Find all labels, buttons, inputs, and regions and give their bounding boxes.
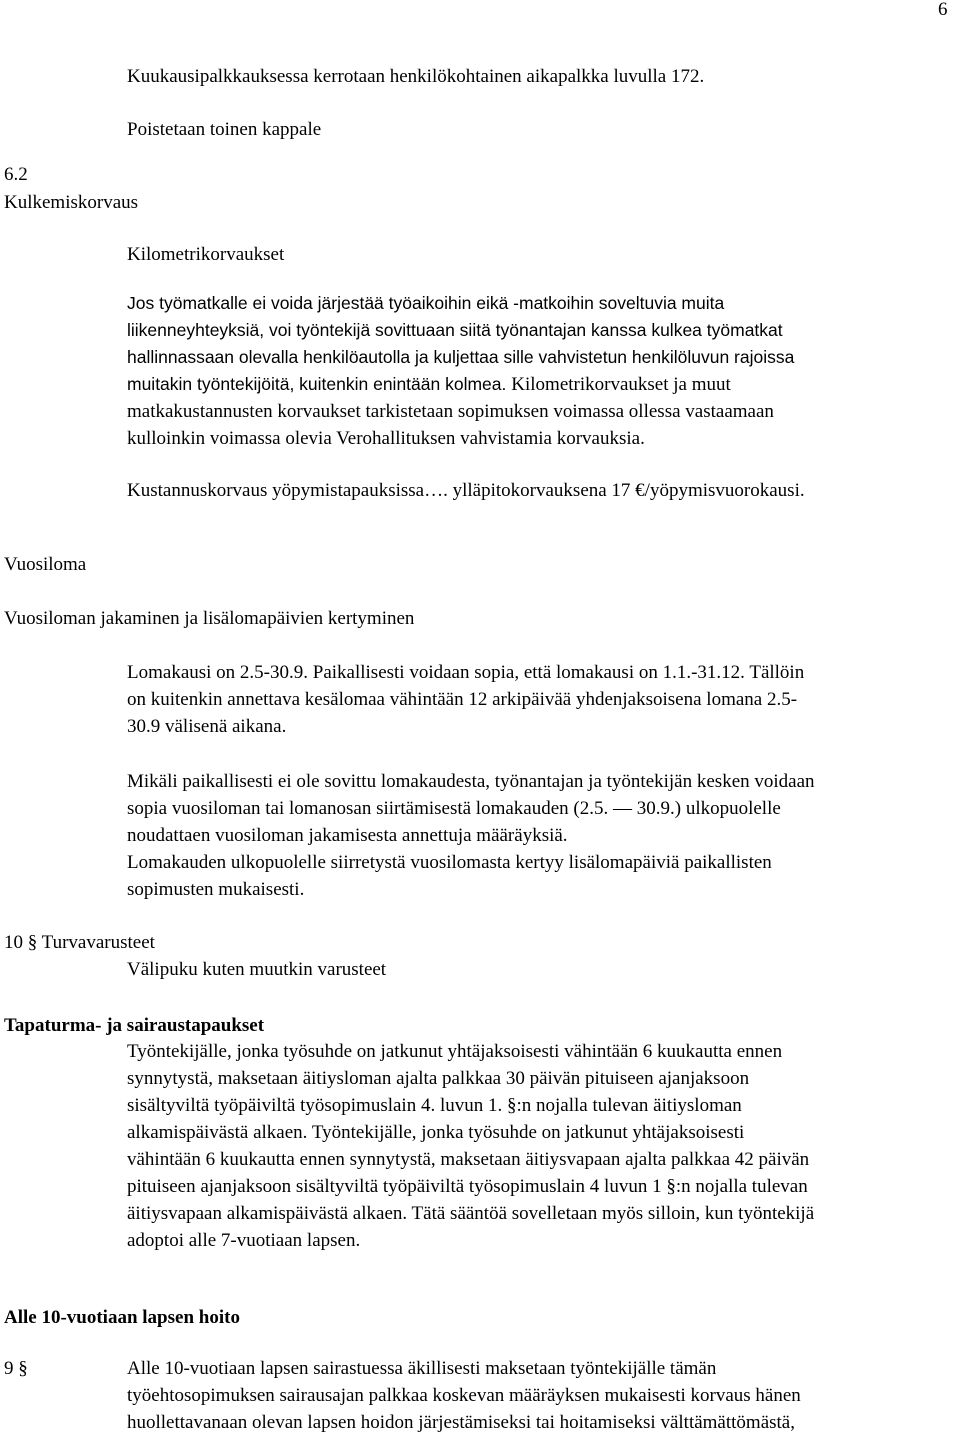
paragraph-line: adoptoi alle 7-vuotiaan lapsen. [127,1230,361,1251]
tapaturma-heading: Tapaturma- ja sairaustapaukset [4,1015,265,1036]
section-number: 6.2 [4,164,28,185]
paragraph-line: sisältyviltä työpäiviltä työsopimuslain 4. luvun 1. §:n nojalla tulevan äitiysloman [127,1095,742,1116]
paragraph-line: huollettavanaan olevan lapsen hoidon järjestämiseksi tai hoitamiseksi välttämättömästä, [127,1412,795,1433]
kilometri-paragraph-rest [127,398,957,452]
paragraph-line: työehtosopimuksen sairausajan palkkaa koskevan määräyksen mukaisesti korvaus hänen [127,1385,801,1406]
cost-line: Kustannuskorvaus yöpymistapauksissa…. ylläpitokorvauksena 17 €/yöpymisvuorokausi. [127,480,805,501]
paragraph-line: pituiseen ajanjaksoon sisältyviltä työpäiviltä työsopimuslain 4 luvun 1 §:n nojalla tulevan [127,1176,808,1197]
paragraph-line: Mikäli paikallisesti ei ole sovittu lomakaudesta, työnantajan ja työntekijän kesken voidaan [127,771,815,792]
paragraph-line: on kuitenkin annettava kesälomaa vähintään 12 arkipäivää yhdenjaksoisena lomana 2.5- [127,689,798,710]
paragraph-line [127,371,957,398]
paragraph-line: Alle 10-vuotiaan lapsen sairastuessa äkillisesti maksetaan työntekijälle tämän [127,1358,717,1379]
vuosiloma-subtitle: Vuosiloman jakaminen ja lisälomapäivien kertyminen [4,608,415,629]
vuosiloma-paragraph-2 [127,768,957,903]
page-number: 6 [938,0,948,20]
paragraph-line: liikenneyhteyksiä, voi työntekijä sovittuaan siitä työnantajan kanssa kulkea työmatkat [127,320,783,340]
vuosiloma-paragraph-1 [127,659,957,740]
paragraph-line: Jos työmatkalle ei voida järjestää työaikoihin eikä -matkoihin soveltuvia muita [127,293,725,313]
paragraph-line: synnytystä, maksetaan äitiysloman ajalta palkkaa 30 päivän pituiseen ajanjaksoon [127,1068,750,1089]
lapsen-hoito-paragraph [127,1355,957,1436]
kilometri-paragraph [127,290,957,398]
lapsen-hoito-section-label: 9 § [4,1358,28,1379]
turvavarusteet-heading: 10 § Turvavarusteet [4,932,155,953]
paragraph-line: vähintään 6 kuukautta ennen synnytystä, maksetaan äitiysvapaan ajalta palkkaa 42 päivän [127,1149,810,1170]
paragraph-line: noudattaen vuosiloman jakamisesta annettuja määräyksiä. [127,825,568,846]
intro-line-1: Kuukausipalkkauksessa kerrotaan henkilökohtainen aikapalkka luvulla 172. [127,66,705,87]
subheading-kilometrikorvaukset: Kilometrikorvaukset [127,244,285,265]
turvavarusteet-text: Välipuku kuten muutkin varusteet [127,959,387,980]
paragraph-line: kulloinkin voimassa olevia Verohallituksen vahvistamia korvauksia. [127,428,645,449]
paragraph-line: sopimusten mukaisesti. [127,879,305,900]
paragraph-line: alkamispäivästä alkaen. Työntekijälle, jonka työsuhde on jatkunut yhtäjaksoisesti [127,1122,745,1143]
lapsen-hoito-heading: Alle 10-vuotiaan lapsen hoito [4,1307,240,1328]
paragraph-line: matkakustannusten korvaukset tarkistetaan sopimuksen voimassa ollessa vastaamaan [127,401,774,422]
paragraph-fragment: Kilometrikorvaukset ja muut [511,374,731,395]
paragraph-line: 30.9 välisenä aikana. [127,716,287,737]
paragraph-fragment-sans: muitakin työntekijöitä, kuitenkin enintään kolmea. [127,374,507,394]
paragraph-line: Lomakauden ulkopuolelle siirretystä vuosilomasta kertyy lisälomapäiviä paikallisten [127,852,772,873]
paragraph-line: hallinnassaan olevalla henkilöautolla ja kuljettaa sille vahvistetun henkilöluvun rajoissa [127,347,795,367]
paragraph-line: äitiysvapaan alkamispäivästä alkaen. Tätä sääntöä sovelletaan myös silloin, kun työntekijä [127,1203,815,1224]
paragraph-line: sopia vuosiloman tai lomanosan siirtämisestä lomakauden (2.5. — 30.9.) ulkopuolelle [127,798,781,819]
paragraph-line: Työntekijälle, jonka työsuhde on jatkunut yhtäjaksoisesti vähintään 6 kuukautta ennen [127,1041,783,1062]
vuosiloma-title: Vuosiloma [4,554,87,575]
tapaturma-paragraph [127,1038,957,1254]
intro-line-2: Poistetaan toinen kappale [127,119,322,140]
section-title: Kulkemiskorvaus [4,192,139,213]
paragraph-line: Lomakausi on 2.5-30.9. Paikallisesti voidaan sopia, että lomakausi on 1.1.-31.12. Tällöin [127,662,805,683]
